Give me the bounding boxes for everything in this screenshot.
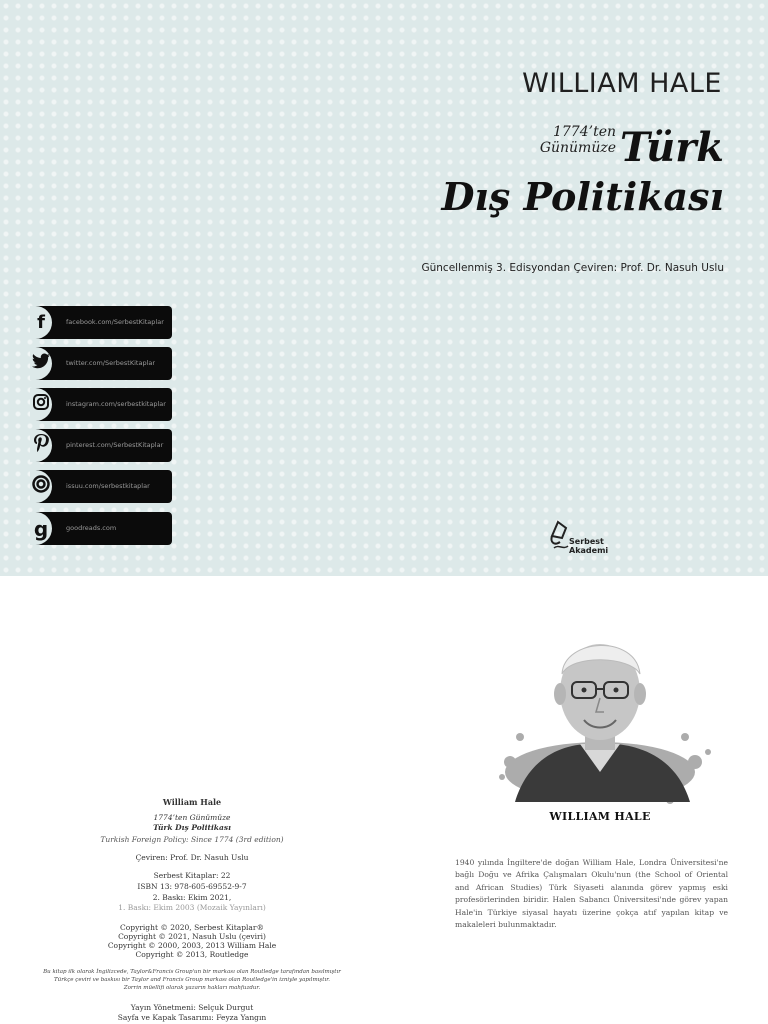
social-url: twitter.com/SerbestKitaplar (66, 359, 156, 367)
imprint-edition-1: 1. Baskı: Ekim 2003 (Mozaik Yayınları) (118, 903, 266, 912)
imprint-note-1: Bu kitap ilk olarak İngilizcede, Taylor&Francis Group'un bir markası olan Routledge tarafından basılmıştır (43, 969, 341, 975)
imprint-editor: Yayın Yönetmeni: Selçuk Durgut (130, 1003, 254, 1012)
cover-title-line-2: Dış Politikası (441, 174, 724, 219)
logo-text-akademi: Akademi (569, 546, 609, 555)
cover-subtitle (486, 124, 616, 156)
author-portrait (480, 612, 720, 812)
social-row-facebook (30, 306, 172, 339)
imprint-original-title: Turkish Foreign Policy: Since 1774 (3rd edition) (100, 835, 284, 844)
social-url: instagram.com/serbestkitaplar (66, 400, 166, 408)
imprint-note-3: Zorrin müellifi olarak yazarın hakları mahfuzdur. (123, 985, 261, 991)
social-url: issuu.com/serbestkitaplar (66, 482, 150, 490)
imprint-note-2: Türkçe çeviri ve baskısı bir Taylor and Francis Group markası olan Routledge'in izniyle yapılmıştır. (54, 977, 330, 983)
imprint-title-line-2: Türk Dış Politikası (153, 823, 231, 832)
subtitle-line-2: Günümüze (539, 140, 616, 156)
goodreads-icon: g (33, 516, 49, 541)
twitter-icon (32, 353, 50, 374)
social-row-goodreads (30, 512, 172, 545)
instagram-icon (33, 394, 49, 415)
social-row-pinterest (30, 429, 172, 462)
imprint-translator: Çeviren: Prof. Dr. Nasuh Uslu (135, 853, 249, 862)
imprint-edition-2: 2. Baskı: Ekim 2021, (152, 893, 232, 902)
imprint-designer: Sayfa ve Kapak Tasarımı: Feyza Yangın (117, 1013, 267, 1022)
logo-text-serbest: Serbest (569, 537, 604, 546)
facebook-icon: f (37, 312, 45, 333)
cover-author: WILLIAM HALE (522, 68, 722, 99)
social-url: goodreads.com (66, 524, 117, 532)
social-row-twitter (30, 347, 172, 380)
imprint-author: William Hale (162, 797, 222, 807)
imprint-copyright-3: Copyright © 2000, 2003, 2013 William Hale (107, 941, 277, 950)
social-url: pinterest.com/SerbestKitaplar (66, 441, 164, 449)
cover-title-line-1: Türk (620, 124, 724, 171)
imprint-copyright-1: Copyright © 2020, Serbest Kitaplar® (120, 923, 264, 932)
cover-translator-line: Güncellenmiş 3. Edisyondan Çeviren: Prof. Dr. Nasuh Uslu (421, 262, 724, 274)
imprint-title-line-1: 1774’ten Günümüze (153, 813, 231, 822)
imprint-copyright-4: Copyright © 2013, Routledge (135, 950, 249, 959)
imprint-copyright-2: Copyright © 2021, Nasuh Uslu (çeviri) (118, 932, 266, 941)
social-row-issuu (30, 470, 172, 503)
issuu-icon (32, 475, 50, 498)
pinterest-icon (33, 434, 49, 457)
author-bio: 1940 yılında İngiltere'de doğan William Hale, Londra Üniversitesi'ne bağlı Doğu ve Afrika Çalışmaları Okulu'nun (the School of Oriental and African Studies) Türk Siyaseti alanında görev yapmış eski profesörlerinden biridir. Halen Sabancı Üniversitesi'nde görev yapan Hale'in Türkiye siyasal hayatı üzerine çokça atıf yapılan kitap ve makaleleri bulunmaktadır. (455, 858, 728, 930)
imprint-isbn: ISBN 13: 978-605-69552-9-7 (137, 882, 247, 891)
social-row-instagram (30, 388, 172, 421)
portrait-caption-name: WILLIAM HALE (549, 810, 651, 823)
social-url: facebook.com/SerbestKitaplar (66, 318, 164, 326)
imprint-series: Serbest Kitaplar: 22 (153, 871, 231, 880)
subtitle-line-1: 1774’ten (552, 124, 616, 140)
